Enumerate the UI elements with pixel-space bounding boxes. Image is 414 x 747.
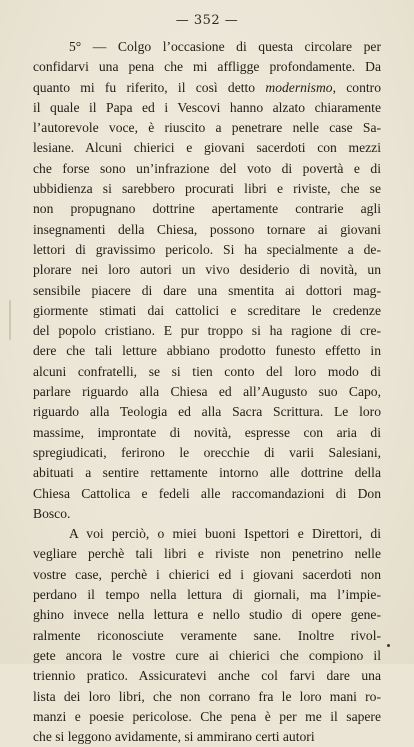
text-line: ralmente riconosciute veramente sane. Inoltre rivol-: [33, 627, 381, 643]
text-line: il quale il Papa ed i Vescovi hanno alzato chiaramente: [33, 99, 381, 115]
body-text: [33, 37, 381, 747]
text-line: l’autorevole voce, è riuscito a penetrare nelle case Sa-: [33, 120, 381, 136]
text-line: dere che tali letture abbiano prodotto funesto effetto in: [33, 343, 381, 359]
text-line: confidarvi una pena che mi affligge profondamente. Da: [33, 59, 381, 75]
text-line: massime, improntate di novità, espresse con aria di: [33, 424, 381, 440]
text-line: riguardo alla Teologia ed alla Sacra Scrittura. Le loro: [33, 404, 381, 420]
text-line: plorare nei loro autori un vivo desiderio di novità, un: [33, 262, 381, 278]
text-line: insegnamenti della Chiesa, possono tornare ai giovani: [33, 221, 381, 237]
text-line: vegliare perchè tali libri e riviste non penetrino nelle: [33, 546, 381, 562]
text-line: giormente stimati dai cattolici e screditare le credenze: [33, 302, 381, 318]
text-line: ghino invece nella lettura e nello studio di opere gene-: [33, 607, 381, 623]
text-line: Chiesa Cattolica e fedeli alle raccomandazioni di Don: [33, 485, 381, 501]
page-number: — 352 —: [175, 13, 239, 28]
text-line: non propugnano dottrine apertamente contrarie agli: [33, 201, 381, 217]
text-line: ubbidienza si sarebbero procurati libri e riviste, che se: [33, 181, 381, 197]
text-line: lista dei loro libri, che non corrano fra le loro mani ro-: [33, 688, 381, 704]
text-line: spregiudicati, ferirono le orecchie di varii Salesiani,: [33, 444, 381, 460]
text-line: alcuni confratelli, se si tien conto del loro modo di: [33, 363, 381, 379]
print-speck: [387, 644, 390, 647]
text-line: manzi e poesie pericolose. Che pena è per me il sapere: [33, 708, 381, 724]
text-line: 5° — Colgo l’occasione di questa circolare per: [69, 39, 381, 54]
text-line: abituati a sentire rettamente intorno alle dottrine della: [33, 465, 381, 481]
text-line: che si leggono avidamente, si ammirano certi autori: [33, 729, 315, 745]
text-line: lesiane. Alcuni chierici e giovani sacerdoti con mezzi: [33, 140, 381, 156]
text-line: A voi perciò, o miei buoni Ispettori e Direttori, di: [69, 526, 381, 542]
text-line: Bosco.: [33, 505, 71, 521]
text-line: del popolo cristiano. E pur troppo si ha ragione di cre-: [33, 323, 381, 339]
text-line: lettori di gravissimo pericolo. Si ha specialmente a de-: [33, 241, 381, 257]
text-line: sensibile piacere di dare una smentita ai dottori mag-: [33, 282, 381, 298]
binding-shadow: [9, 300, 11, 340]
text-line: parlare riguardo alla Chiesa ed all’Augusto suo Capo,: [33, 384, 381, 400]
text-line: vostre case, perchè i chierici ed i giovani sacerdoti non: [33, 566, 381, 582]
text-line: triennio pratico. Assicuratevi anche col farvi dare una: [33, 668, 381, 684]
text-line: perdano il tempo nella lettura di giornali, ma l’impie-: [33, 587, 381, 603]
text-line: che forse sono un’infrazione del voto di povertà e di: [33, 160, 381, 176]
text-line: gete ancora le vostre cure ai chierici che compiono il: [33, 647, 381, 663]
text-line: quanto mi fu riferito, il così detto modernismo, contro: [33, 79, 381, 95]
